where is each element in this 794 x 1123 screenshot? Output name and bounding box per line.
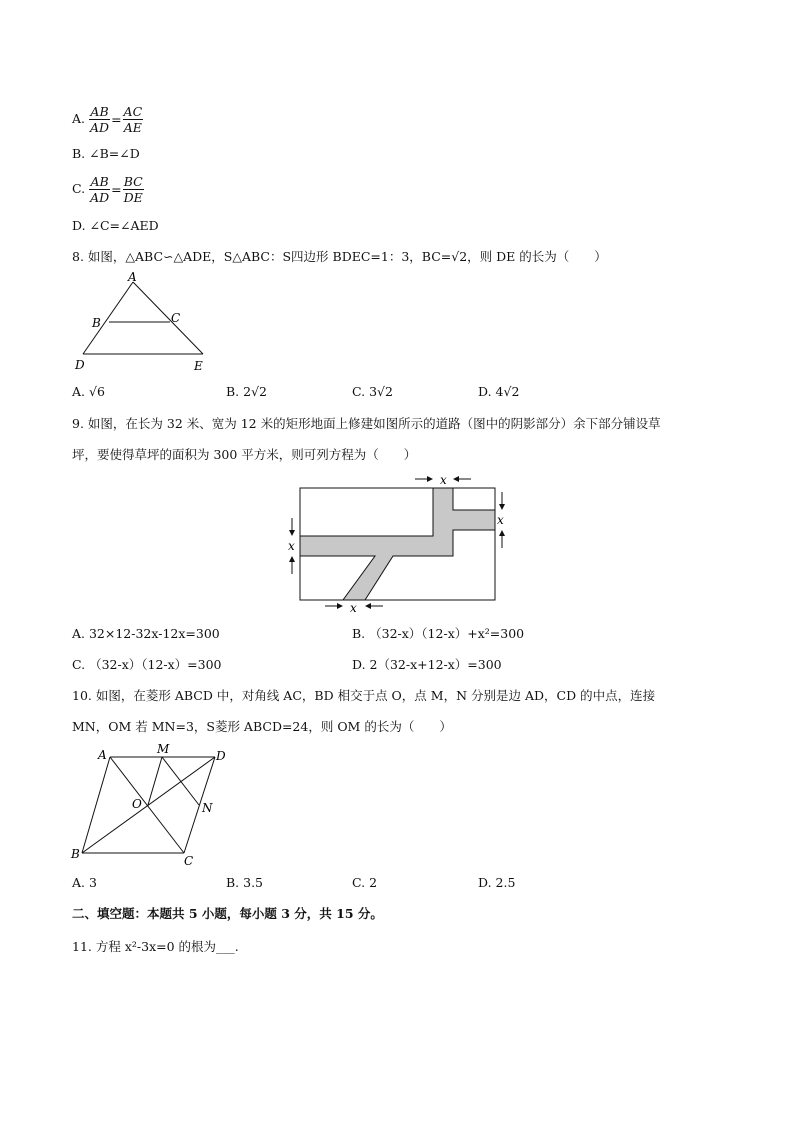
label-b: B [92, 316, 101, 330]
q10-option-b: B. 3.5 [226, 875, 264, 890]
label-m: M [157, 742, 170, 756]
label-a: A [98, 748, 107, 762]
q9-option-a: A. 32×12-32x-12x=300 [72, 626, 220, 641]
label-e: E [194, 359, 203, 373]
q9-stem-line-2: 坪，要使得草坪的面积为 300 平方米，则可列方程为（ ） [72, 447, 417, 462]
label-d: D [75, 358, 85, 372]
option-label: C. [72, 181, 86, 196]
fraction [123, 104, 144, 135]
q9-option-b: B. （32-x）（12-x）+x²=300 [352, 626, 525, 641]
q9-option-d: D. 2（32-x+12-x）=300 [352, 657, 502, 672]
q8-option-c: C. 3√2 [352, 384, 393, 399]
label-o: O [132, 797, 142, 811]
q7-option-a [72, 104, 143, 135]
equals-sign: = [111, 181, 122, 197]
q10-stem-line-2: MN，OM 若 MN=3，S菱形 ABCD=24，则 OM 的长为（ ） [72, 719, 452, 734]
label-x-top: x [440, 473, 447, 487]
numerator: AB [90, 104, 109, 119]
numerator: BC [123, 174, 143, 189]
equals-sign: = [111, 111, 122, 127]
q7-option-c [72, 174, 144, 205]
denominator: AD [90, 190, 110, 205]
label-b: B [71, 847, 80, 861]
q8-stem: 8. 如图，△ABC∽△ADE，S△ABC：S四边形 BDEC=1：3，BC=√2，则 DE 的长为（ ） [72, 249, 607, 264]
option-label: A. [72, 111, 86, 126]
label-x-bottom: x [350, 601, 357, 615]
q10-option-d: D. 2.5 [478, 875, 516, 890]
denominator: AD [90, 120, 110, 135]
q10-option-c: C. 2 [352, 875, 378, 890]
numerator: AC [123, 104, 143, 119]
q8-option-b: B. 2√2 [226, 384, 268, 399]
q9-road-figure [280, 470, 520, 618]
label-c: C [171, 311, 181, 325]
q7-option-b: B. ∠B=∠D [72, 146, 140, 161]
fraction [123, 174, 144, 205]
q9-option-c: C. （32-x）（12-x）=300 [72, 657, 222, 672]
label-a: A [128, 272, 137, 284]
fraction [89, 174, 110, 205]
q11-stem: 11. 方程 x²-3x=0 的根为___. [72, 939, 239, 954]
denominator: DE [123, 190, 143, 205]
q8-option-a: A. √6 [72, 384, 105, 399]
q10-rhombus-figure [66, 740, 236, 870]
q8-triangle-figure [70, 272, 220, 376]
q10-option-a: A. 3 [72, 875, 97, 890]
numerator: AB [90, 174, 109, 189]
q10-stem-line-1: 10. 如图，在菱形 ABCD 中，对角线 AC，BD 相交于点 O，点 M，N 分别是边 AD，CD 的中点，连接 [72, 688, 656, 703]
q7-option-d: D. ∠C=∠AED [72, 218, 159, 233]
section-heading: 二、填空题：本题共 5 小题，每小题 3 分，共 15 分。 [72, 906, 383, 921]
label-x-left: x [288, 539, 295, 553]
label-c: C [184, 854, 194, 868]
q8-option-d: D. 4√2 [478, 384, 520, 399]
q9-stem-line-1: 9. 如图，在长为 32 米、宽为 12 米的矩形地面上修建如图所示的道路（图中的阴影部分）余下部分铺设草 [72, 416, 661, 431]
label-x-right: x [497, 513, 504, 527]
fraction [89, 104, 110, 135]
denominator: AE [123, 120, 142, 135]
label-n: N [202, 801, 213, 815]
label-d: D [216, 749, 226, 763]
